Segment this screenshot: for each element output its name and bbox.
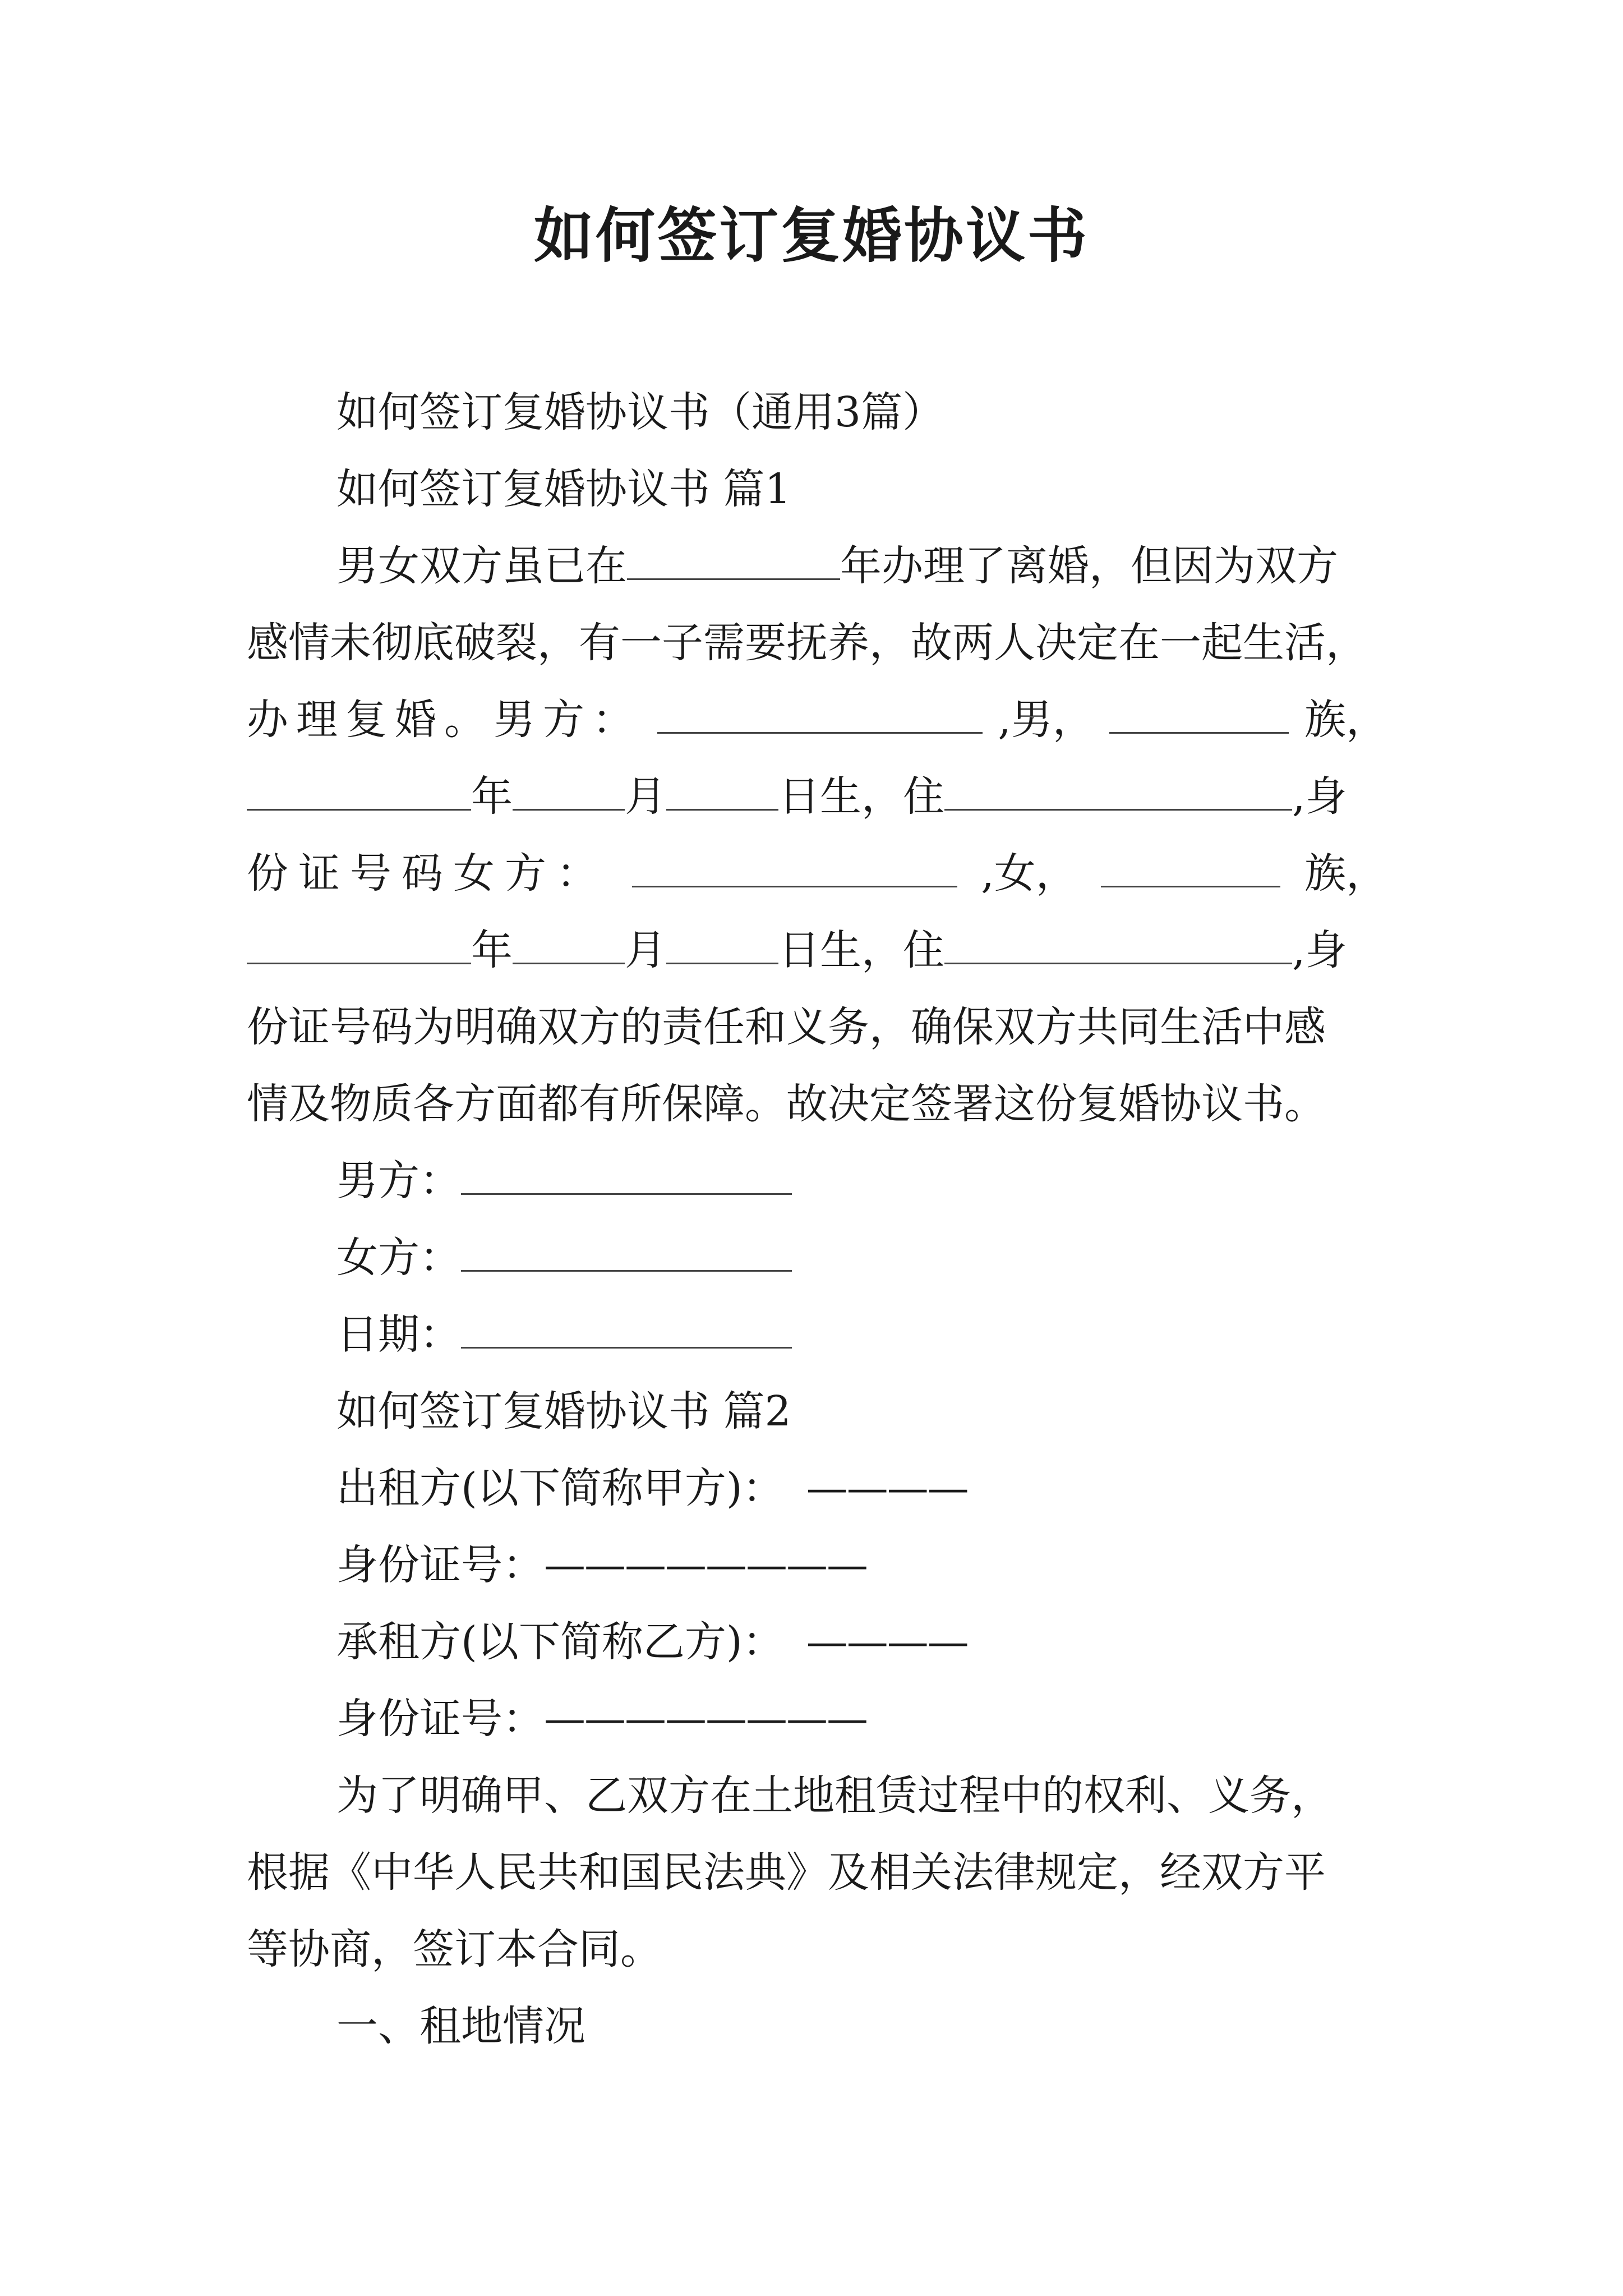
text-segment: 月 <box>625 926 666 974</box>
text-segment: ,男， <box>998 696 1094 744</box>
text-segment: 日生，住 <box>778 772 944 821</box>
blank-line <box>1109 697 1289 734</box>
lessee-dash: ———— <box>806 1618 968 1666</box>
part1-heading: 如何签订复婚协议书 篇1 <box>336 465 791 513</box>
blank-line <box>461 1312 792 1349</box>
sign-male-row <box>336 1142 1387 1220</box>
lessee-row <box>336 1603 1387 1681</box>
sign-date-label: 日期： <box>336 1310 461 1359</box>
part1-para-line5 <box>247 835 1387 912</box>
blank-line <box>247 774 471 811</box>
part1-para-line6 <box>247 912 1387 989</box>
id-label: 身份证号： <box>336 1541 544 1589</box>
blank-line <box>461 1235 792 1272</box>
lessor-label: 出租方(以下简称甲方)： <box>336 1464 784 1512</box>
blank-line <box>247 928 471 964</box>
part1-para-line4 <box>247 758 1387 835</box>
part1-para-line2: 感情未彻底破裂，有一子需要抚养，故两人决定在一起生活， <box>247 619 1367 667</box>
part1-para-line3 <box>247 681 1387 758</box>
text-segment: ,女， <box>981 849 1077 898</box>
section-heading: 一、租地情况 <box>336 2002 585 2050</box>
lessee-id-row <box>336 1680 1387 1757</box>
part1-para-line7: 份证号码为明确双方的责任和义务，确保双方共同生活中感 <box>247 1003 1326 1051</box>
part1-para-line8: 情及物质各方面都有所保障。故决定签署这份复婚协议书。 <box>247 1080 1326 1128</box>
blank-line <box>513 928 625 964</box>
text-segment: 份证号码女方： <box>247 849 608 898</box>
sign-female-row <box>336 1219 1387 1296</box>
lessor-id-row <box>336 1526 1387 1604</box>
blank-line <box>657 697 983 734</box>
sign-female-label: 女方： <box>336 1234 461 1282</box>
blank-line <box>944 774 1292 811</box>
lessor-row <box>336 1450 1387 1527</box>
part2-para-line3: 等协商，签订本合同。 <box>247 1925 662 1973</box>
blank-line <box>944 928 1292 964</box>
text-segment: 年办理了离婚，但因为双方 <box>840 542 1338 590</box>
text-segment: 年 <box>471 926 513 974</box>
text-segment: 月 <box>625 772 666 821</box>
part1-para-line1 <box>336 527 1387 605</box>
lessor-dash: ———— <box>806 1464 968 1512</box>
text-segment: ,身 <box>1292 772 1347 821</box>
id-label: 身份证号： <box>336 1695 544 1743</box>
blank-line <box>632 851 957 887</box>
part2-para-line1: 为了明确甲、乙双方在土地租赁过程中的权利、义务， <box>336 1772 1332 1820</box>
text-segment: 年 <box>471 772 513 821</box>
document-title: 如何签订复婚协议书 <box>534 200 1089 270</box>
blank-line <box>666 928 778 964</box>
text-segment: 日生，住 <box>778 926 944 974</box>
blank-line <box>1101 851 1280 887</box>
lessee-label: 承租方(以下简称乙方)： <box>336 1618 784 1666</box>
blank-line <box>461 1158 792 1195</box>
part2-para-line2: 根据《中华人民共和国民法典》及相关法律规定，经双方平 <box>247 1848 1326 1897</box>
part2-heading: 如何签订复婚协议书 篇2 <box>336 1387 791 1435</box>
text-segment: 族， <box>1304 696 1387 744</box>
text-segment: 族， <box>1304 849 1387 898</box>
sign-male-label: 男方： <box>336 1157 461 1205</box>
id-dash: ———————— <box>544 1541 867 1589</box>
blank-line <box>513 774 625 811</box>
blank-line <box>627 544 840 580</box>
blank-line <box>666 774 778 811</box>
document-subtitle: 如何签订复婚协议书（通用3篇） <box>336 388 944 436</box>
text-segment: ,身 <box>1292 926 1347 974</box>
sign-date-row <box>336 1296 1387 1373</box>
text-segment: 男女双方虽已在 <box>336 542 627 590</box>
id-dash: ———————— <box>544 1695 867 1743</box>
text-segment: 办理复婚。男方： <box>247 696 642 744</box>
